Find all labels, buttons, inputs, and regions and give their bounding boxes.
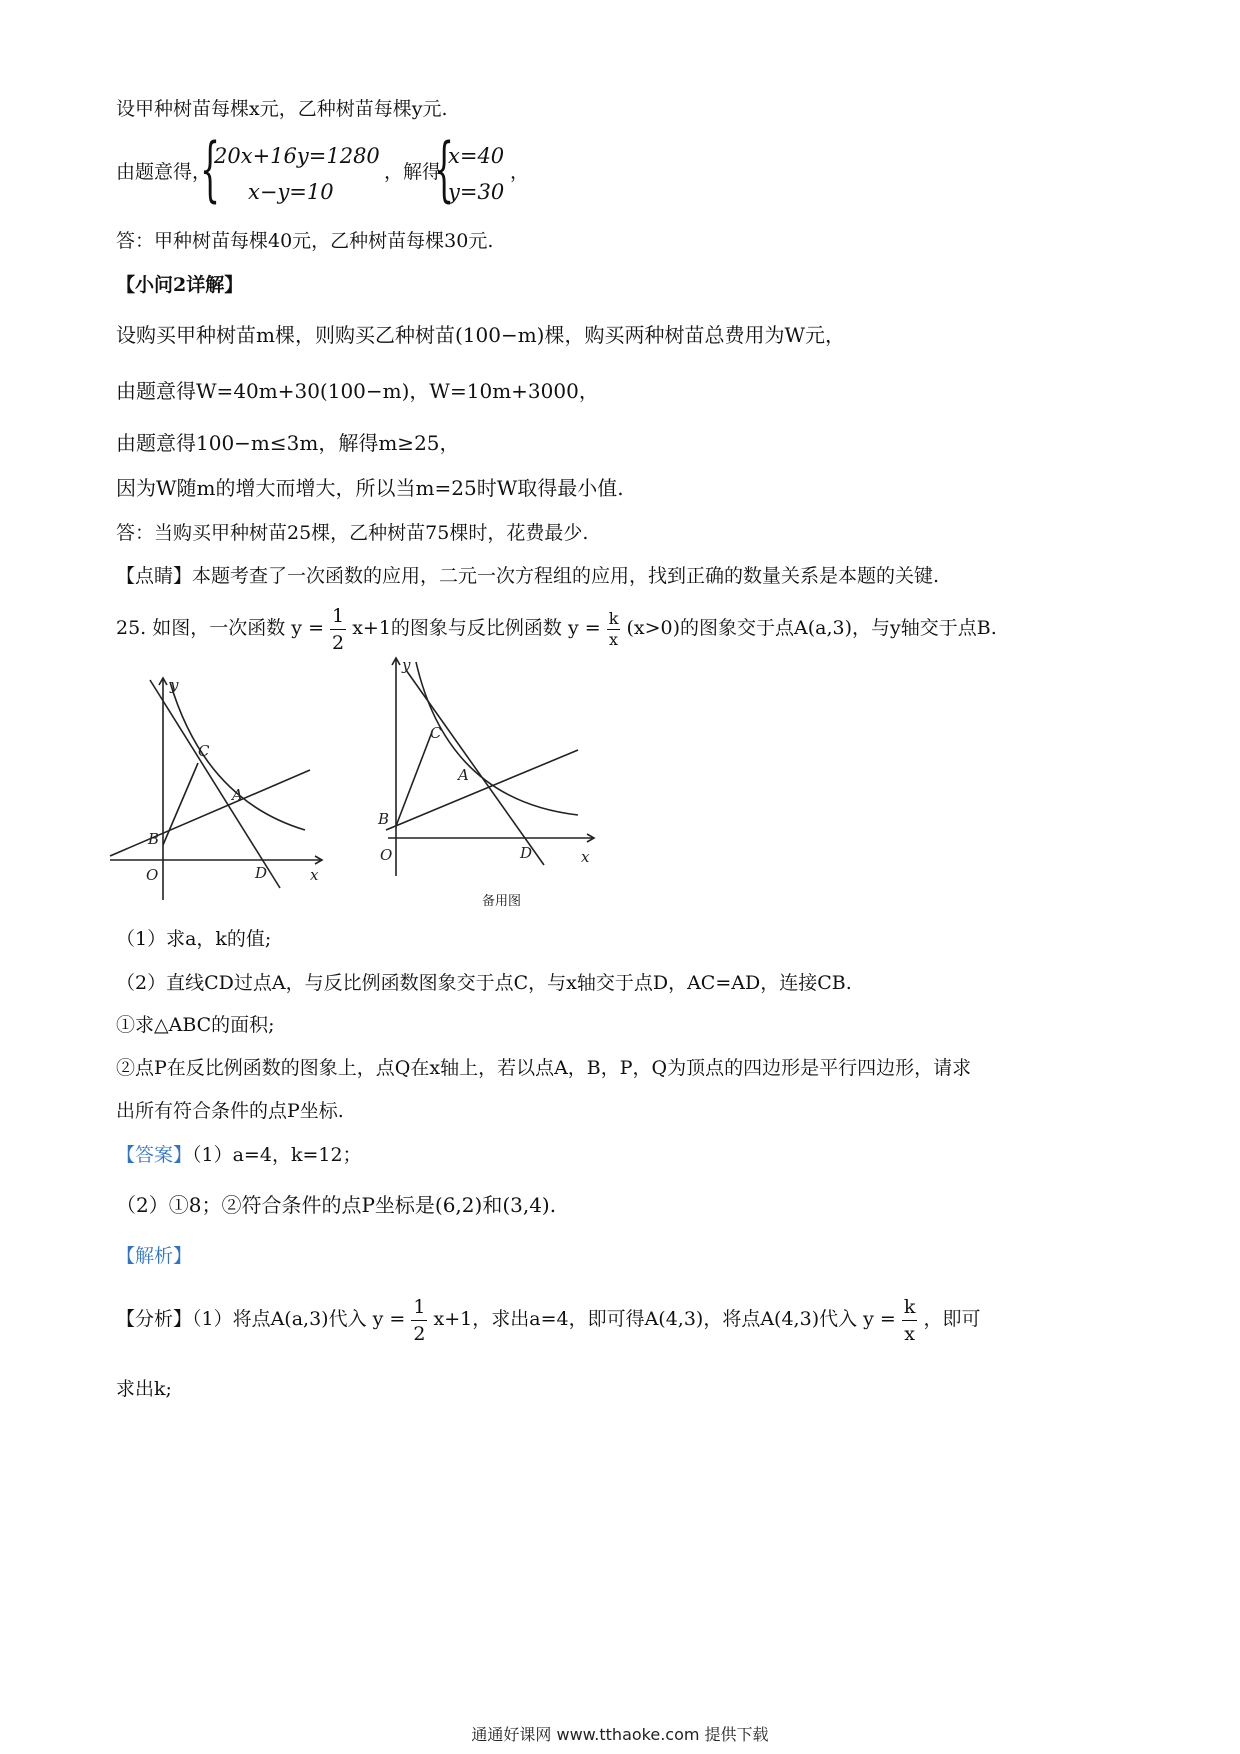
fraction: $\frac{1}{2}$ [413,1295,426,1345]
equation: x=40 [448,144,505,168]
equation: x−y=10 [248,180,334,204]
question-25 [116,600,997,656]
hyperbola [170,682,305,830]
label-C: C [198,742,210,760]
label-O: O [380,846,393,864]
fraction: $\frac{1}{2}$ [332,604,345,654]
sub-question: 出所有符合条件的点P坐标. [116,1100,344,1122]
label-y: y [402,656,411,674]
fraction: $\frac{k}{x}$ [903,1295,916,1345]
question-text: x+1的图象与反比例函数 y = [352,617,601,639]
label-A: A [232,786,243,804]
footer: 通通好课网 www.tthaoke.com 提供下载 [471,1725,769,1744]
equation-intro: 由题意得， [116,161,212,183]
equation: y=30 [448,180,505,204]
label-x: x [581,848,590,866]
sub-question: ①求△ABC的面积; [116,1014,275,1036]
answer-line [116,1142,362,1168]
label-A: A [458,766,469,784]
equation: 20x+16y=1280 [214,144,380,168]
label-B: B [148,830,160,848]
line-BC [396,732,432,826]
answer-line: （2）①8；②符合条件的点P坐标是(6,2)和(3,4). [116,1193,557,1217]
question-text: (x>0)的图象交于点A(a,3)，与y轴交于点B. [626,617,997,639]
text-line: 由题意得W=40m+30(100−m)，W=10m+3000， [116,379,599,403]
sub-question: （1）求a，k的值; [116,928,272,950]
label-y: y [170,676,179,694]
analysis-tag: 【解析】 [116,1245,193,1267]
label-O: O [146,866,159,884]
analysis-line: 求出k; [116,1378,172,1400]
text-line: 答：当购买甲种树苗25棵，乙种树苗75棵时，花费最少. [116,522,589,544]
analysis-text: ，即可 [923,1308,981,1330]
label-D: D [520,844,533,862]
line-AB [386,750,578,830]
answer-text: （1）a=4，k=12； [192,1144,362,1166]
line-AB [110,770,310,856]
figure-main [110,670,350,900]
question-text: 25. 如图，一次函数 y = [116,617,324,639]
figure-spare [378,650,628,920]
figure-caption: 备用图 [482,894,522,909]
text-line: 设甲种树苗每棵x元，乙种树苗每棵y元. [116,98,448,120]
label-x: x [310,866,319,884]
equation-mid: ，解得 [384,161,442,183]
analysis-line [116,1290,980,1348]
fraction: $\frac{k}{x}$ [608,608,619,649]
answer-tag: 【答案】 [116,1144,193,1166]
line-CD [150,680,280,888]
label-D: D [255,864,268,882]
text-line: 设购买甲种树苗m棵，则购买乙种树苗(100−m)棵，购买两种树苗总费用为W元， [116,323,846,347]
sub-question: ②点P在反比例函数的图象上，点Q在x轴上，若以点A，B，P，Q为顶点的四边形是平行四边形，请求 [116,1057,972,1079]
text-line: 答：甲种树苗每棵40元，乙种树苗每棵30元. [116,230,494,252]
sub-question: （2）直线CD过点A，与反比例函数图象交于点C，与x轴交于点D，AC=AD，连接CB. [116,972,852,994]
line-BC [163,763,198,845]
comment-line: 【点睛】本题考查了一次函数的应用，二元一次方程组的应用，找到正确的数量关系是本题的关键. [116,565,940,587]
section-heading: 【小问2详解】 [116,274,244,296]
label-C: C [430,724,442,742]
text-line: 因为W随m的增大而增大，所以当m=25时W取得最小值. [116,476,624,500]
label-B: B [378,810,390,828]
analysis-text: 【分析】（1）将点A(a,3)代入 y = [116,1308,406,1330]
equation-suffix: ， [510,161,530,183]
analysis-text: x+1，求出a=4，即可得A(4,3)，将点A(4,3)代入 y = [433,1308,896,1330]
document-page: 设甲种树苗每棵x元，乙种树苗每棵y元. 由题意得， { 20x+16y=1280 x−y=10 ，解得 { x=40 y=30 ， 答：甲种树苗每棵40元，乙种树苗每棵30元. 【小问2详解】 设购买甲种树苗m棵，则购买乙种树苗(100−m)棵，购买两种树苗总费用为W元， 由题意得W=40m+30(100−m)，W=10m+3000， 由题意得100−m≤3m，解得m≥25， 因为W随m的增大而增大，所以当m=25时W取得最小值. 答：当购买甲种树苗25棵，乙种树苗75棵时，花费最少. 【点睛】本题考查了一次函数的应用，二元一次方程组的应用，找到正确的数量关系是本题的关键. 25. 如图，一次函数 y = $\frac{1}{2}$ x+1的图象与反比例函数 y = $\frac{k}{x}$ (x>0)的图象交于点A(a,3)，与y轴交于点B. y x O B C A D y x O B C A D 备用图 （1）求a，k的值; （2）直线CD过点A，与反比例函数图象交于点C，与x轴交于点D，AC=AD，连接CB. ①求△ABC的面积; ②点P在反比例函数的图象上，点Q在x轴上，若以点A，B，P，Q为顶点的四边形是平行四边形，请求 出所有符合条件的点P坐标. 【答案】（1）a=4，k=12； （2）①8；②符合条件的点P坐标是(6,2)和(3,4). 【解析】 【分析】（1）将点A(a,3)代入 y = $\frac{1}{2}$ x+1，求出a=4，即可得A(4,3)，将点A(4,3)代入 y = $\frac{k}{x}$ ，即可 求出k; 通通好课网 www.tthaoke.com 提供下载 [0,0,1240,1754]
text-line: 由题意得100−m≤3m，解得m≥25， [116,431,460,455]
